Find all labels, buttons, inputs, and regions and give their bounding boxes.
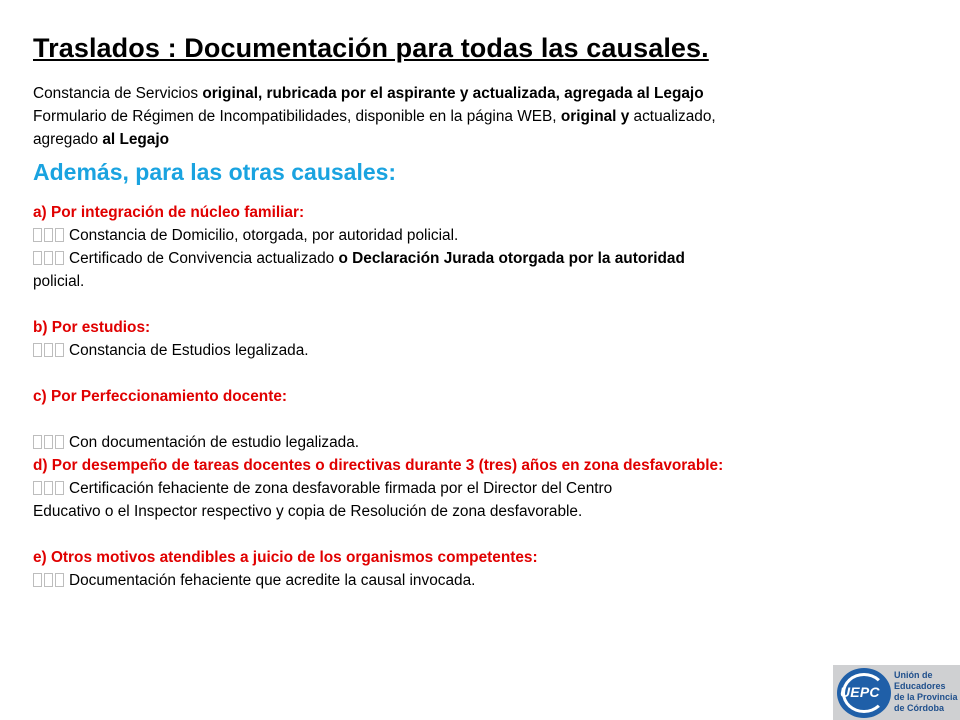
- cause-a-item-2: [33, 247, 933, 270]
- text-run: Formulario de Régimen de Incompatibilidades, disponible en la página WEB,: [33, 108, 561, 125]
- item-text: Con documentación de estudio legalizada.: [69, 434, 360, 451]
- logo-text: [894, 670, 958, 714]
- cause-b-heading: b) Por estudios:: [33, 319, 151, 336]
- bullet-icon: [33, 477, 66, 500]
- logo-emblem-icon: [837, 668, 891, 718]
- cause-a-item-1: [33, 224, 933, 247]
- page-title: Traslados : Documentación para todas las causales.: [33, 33, 709, 63]
- logo-text-line: Educadores: [894, 681, 946, 691]
- cause-a-item-2-cont: policial.: [33, 273, 85, 290]
- bullet-icon: [33, 247, 66, 270]
- cause-d-item-1: [33, 477, 933, 500]
- logo-text-line: Unión de: [894, 670, 933, 680]
- text-run: agregado: [33, 131, 103, 148]
- logo-text-line: de Córdoba: [894, 703, 945, 713]
- cause-e-heading: e) Otros motivos atendibles a juicio de los organismos competentes:: [33, 549, 538, 566]
- slide-content: [33, 30, 933, 592]
- text-run-bold: al Legajo: [102, 131, 170, 148]
- bullet-icon: [33, 569, 66, 592]
- item-text: Constancia de Domicilio, otorgada, por autoridad policial.: [69, 227, 459, 244]
- item-text: Constancia de Estudios legalizada.: [69, 342, 309, 359]
- cause-d-item-1-cont: Educativo o el Inspector respectivo y copia de Resolución de zona desfavorable.: [33, 503, 583, 520]
- item-text: Documentación fehaciente que acredite la causal invocada.: [69, 572, 476, 589]
- bullet-icon: [33, 431, 66, 454]
- cause-b-item-1: [33, 339, 933, 362]
- item-text: Certificación fehaciente de zona desfavorable firmada por el Director del Centro: [69, 480, 613, 497]
- cause-c-heading: c) Por Perfeccionamiento docente:: [33, 388, 288, 405]
- bullet-icon: [33, 339, 66, 362]
- cause-c-item-1: [33, 431, 933, 454]
- general-doc-line-3: [33, 128, 933, 151]
- cause-e-item-1: [33, 569, 933, 592]
- cause-a-heading: a) Por integración de núcleo familiar:: [33, 204, 305, 221]
- bullet-icon: [33, 224, 66, 247]
- logo-acronym: UEPC: [840, 684, 880, 700]
- uepc-logo: [833, 665, 960, 720]
- general-doc-line-2: [33, 105, 933, 128]
- text-run: actualizado,: [629, 108, 716, 125]
- cause-d-heading: d) Por desempeño de tareas docentes o directivas durante 3 (tres) años en zona desfavorable:: [33, 457, 724, 474]
- text-run-bold: original y: [560, 108, 630, 125]
- section-subheading: Además, para las otras causales:: [33, 159, 397, 185]
- text-run: Constancia de Servicios: [33, 85, 203, 102]
- logo-text-line: de la Provincia: [894, 692, 958, 702]
- item-text-bold: o Declaración Jurada otorgada por la autoridad: [338, 250, 685, 267]
- item-text: Certificado de Convivencia actualizado: [69, 250, 339, 267]
- text-run-bold: original, rubricada por el aspirante y actualizada, agregada al Legajo: [202, 85, 704, 102]
- causes-list: [33, 201, 933, 592]
- general-doc-line-1: [33, 82, 933, 105]
- general-docs: [33, 82, 933, 151]
